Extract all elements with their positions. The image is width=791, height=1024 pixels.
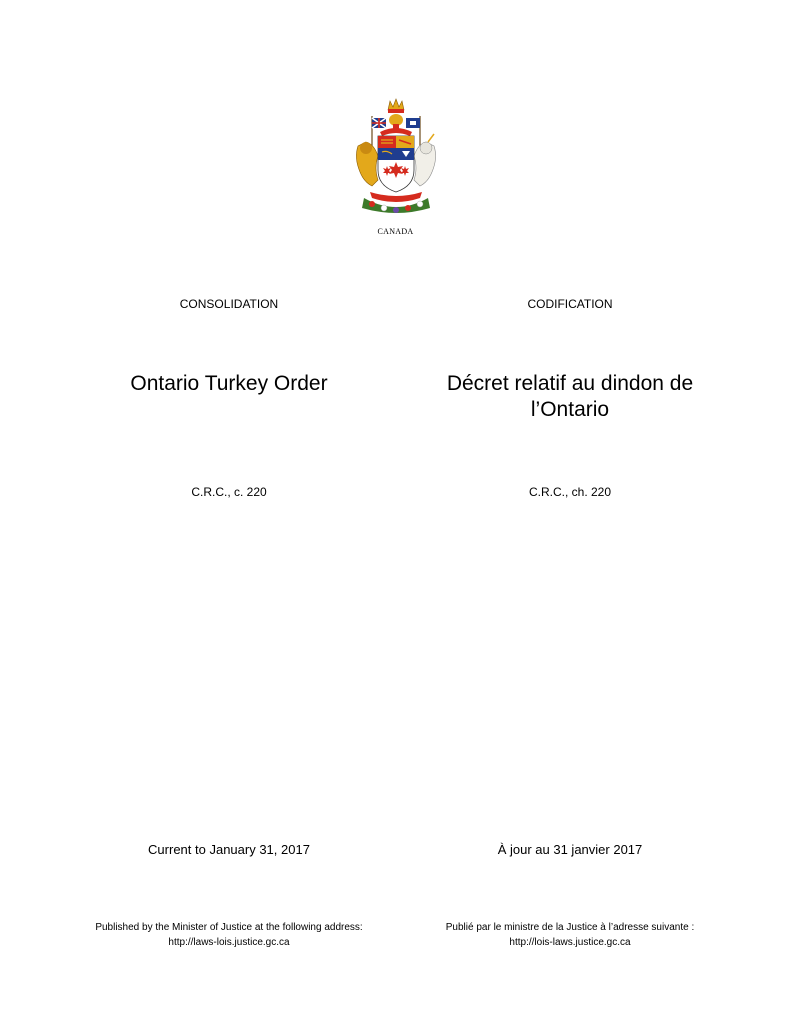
consolidation-label: CONSOLIDATION xyxy=(179,297,279,311)
french-title: Décret relatif au dindon de l’Ontario xyxy=(446,372,694,421)
french-citation: C.R.C., ch. 220 xyxy=(528,485,612,499)
english-publisher-line: Published by the Minister of Justice at the following address: xyxy=(95,922,363,933)
english-current-to: Current to January 31, 2017 xyxy=(148,842,310,857)
french-publisher-line: Publié par le ministre de la Justice à l’adresse suivante : xyxy=(445,922,695,933)
english-title: Ontario Turkey Order xyxy=(130,372,328,395)
country-label: CANADA xyxy=(377,227,414,236)
english-citation: C.R.C., c. 220 xyxy=(191,485,267,499)
french-publisher-notice xyxy=(420,920,720,950)
english-website-link[interactable]: http://laws-lois.justice.gc.ca xyxy=(168,937,290,948)
codification-label: CODIFICATION xyxy=(527,297,613,311)
english-publisher-notice xyxy=(80,920,378,950)
french-website-link[interactable]: http://lois-laws.justice.gc.ca xyxy=(509,937,631,948)
french-current-to: À jour au 31 janvier 2017 xyxy=(497,842,643,857)
coat-of-arms-icon xyxy=(350,96,442,214)
